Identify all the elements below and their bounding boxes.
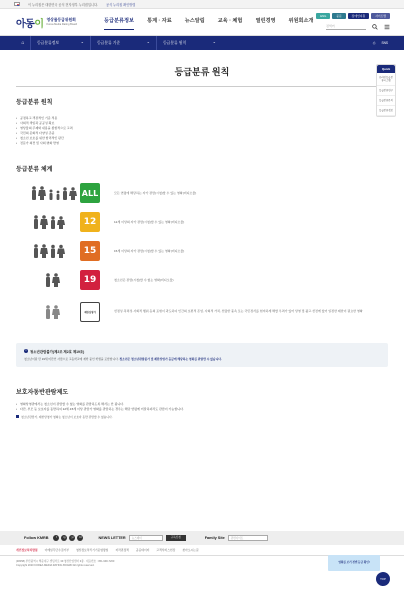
nav-open-management[interactable]: 열린경영 (255, 18, 276, 24)
list-item: • 사회적 책임과 공공성 확보 (16, 121, 388, 126)
util-menu (316, 13, 390, 19)
family-figures-icon (16, 186, 80, 200)
rating-badge-restricted: 제한상영가 (80, 302, 100, 322)
footer-link[interactable]: 고객서비스헌장 (156, 548, 176, 552)
family-site-select[interactable]: 관련사이트 (228, 535, 268, 541)
family-site (205, 535, 268, 541)
note-title: 청소년관람불가(제2조 제2호 제19조) (30, 349, 85, 354)
list-item: • 청소년 보호를 위한 합리적인 판단 (16, 136, 388, 141)
rating-list (16, 179, 388, 329)
page-title: 등급분류 원칙 (174, 67, 230, 77)
nav-education[interactable]: 교육 · 체험 (217, 18, 243, 24)
home-icon[interactable]: ⌂ (21, 40, 25, 46)
instagram-icon[interactable]: ig (63, 536, 66, 539)
breadcrumb-level1[interactable]: 등급분류정보 ⌄ (30, 36, 90, 50)
promo-banner[interactable]: 영화를 보기 전엔 등급 확인! (328, 555, 380, 571)
quick-menu (376, 64, 396, 117)
newsletter-input[interactable]: 뉴스레터 (129, 535, 163, 541)
family-label: Family Site (204, 536, 225, 540)
copyright: Copyright 2020 KOREA MEDIA RATING BOARD All rights reserved. (16, 563, 95, 567)
protection-note-link[interactable]: 청소년관람가, 제한상영가 영화는 청소년이 보호자 동반 관람할 수 없습니다. (21, 414, 113, 419)
share-button[interactable]: SNS (381, 41, 388, 45)
rating-row-15 (16, 237, 388, 266)
breadcrumb-level2[interactable]: 등급분류 기준 ⌄ (90, 36, 156, 50)
protection-list (16, 402, 388, 412)
adult-figures-icon (16, 305, 80, 319)
note-emphasis: 청소년은 청소년관람불가 및 제한상영가 등급에 해당하는 영화를 관람할 수 없습니다. (119, 356, 222, 361)
gov-verify-link[interactable]: 공식 누리집 확인방법 (105, 2, 136, 7)
list-item: • 전문가 의견 및 사회 변화 반영 (16, 141, 388, 146)
menu-icon[interactable] (384, 24, 390, 30)
rating-row-12 (16, 208, 388, 237)
main-content (0, 97, 404, 329)
link-bullet-icon (16, 415, 19, 418)
footer-link-privacy[interactable]: 개인정보처리방침 (16, 548, 38, 552)
gov-topbar (0, 0, 404, 9)
util-accessibility-button[interactable]: 장애인지원 (348, 13, 370, 19)
print-icon[interactable]: ⎙ (372, 41, 376, 45)
info-icon: i (25, 349, 27, 353)
nav-stats[interactable]: 통계 · 자료 (147, 18, 172, 24)
footer-sns-bar (0, 531, 404, 545)
facebook-icon[interactable]: f (53, 535, 59, 541)
rating-description: 15세 이상의 자가 관람(시청)할 수 있는 영화(비디오물) (114, 248, 185, 253)
info-note-box (16, 343, 388, 367)
list-item: • 다만, 부모 등 보호자를 동반하여 12세·15세 이상 관람가 영화를 관람하는 경우는 해당 연령에 미달하더라도 관람이 가능합니다. (16, 407, 388, 412)
footer-link[interactable]: 이메일무단수집거부 (44, 548, 69, 552)
site-logo[interactable] (16, 15, 102, 30)
logo-mark: 아동이 (16, 18, 44, 30)
nav-news[interactable]: 뉴스알림 (184, 18, 205, 24)
section-heading-principles: 등급분류 원칙 (16, 99, 53, 106)
newsletter-label: NEWS LETTER (98, 536, 126, 540)
note-text: 청소년이란 만 19세 미만인 사람으로 고등학교에 재학 중인 학생을 포함합니다. (24, 356, 119, 361)
footer-link[interactable]: 저작권정책 (115, 548, 129, 552)
list-item: • 공정하고 객관적인 기준 적용 (16, 116, 388, 121)
adult-teen-figures-icon (16, 215, 80, 229)
divider (16, 86, 388, 87)
rating-badge-19: 19 (80, 270, 100, 290)
nav-about[interactable]: 위원회소개 (288, 18, 314, 24)
quick-item[interactable]: 등급분류문의 (377, 96, 395, 106)
footer-link[interactable]: 찾아오시는길 (182, 548, 199, 552)
header-search (326, 24, 390, 30)
rating-badge-12: 12 (80, 212, 100, 232)
rating-row-19 (16, 266, 388, 295)
gov-notice: 이 누리집은 대한민국 공식 전자정부 누리집입니다. (28, 2, 98, 7)
youtube-icon[interactable]: yt (71, 536, 74, 539)
adult-teen-figures-icon (16, 244, 80, 258)
logo-name-ko: 영상물등급위원회 (46, 18, 76, 22)
footer-address: (48058) 부산광역시 해운대구 센텀서로 39 영상산업센터 3층 · 대표번호 : 051-990-7200 Copyright 2020 KOREA MEDIA RATING BOARD All rights reserved. (0, 556, 404, 568)
footer-link[interactable]: 영상정보처리기기운영방침 (75, 548, 109, 552)
breadcrumb-level3[interactable]: 등급분류 원칙 ⌄ (156, 36, 222, 50)
util-sitemap-button[interactable]: 사이트맵 (371, 13, 390, 19)
section-heading-protection: 보호자동반관람제도 (16, 389, 69, 396)
quick-item[interactable]: 온라인등급분류시스템 (377, 73, 395, 86)
main-nav (104, 17, 314, 27)
quick-title: Quick (377, 65, 395, 73)
rating-description: 선정성·폭력성·사회적 행위 등의 표현이 과도하여 인간의 보편적 존엄, 사회적 가치, 선량한 풍속 또는 국민정서를 현저하게 해할 우려가 있어 상영 및 광고·선전에 있어 일정한 제한이 필요한 영화 (114, 309, 363, 314)
rating-badge-all: ALL (80, 183, 100, 203)
rating-badge-15: 15 (80, 241, 100, 261)
util-chinese-button[interactable]: 중문 (332, 13, 345, 19)
sns-links (53, 535, 83, 541)
search-icon[interactable] (372, 24, 378, 30)
blog-icon[interactable]: bl (79, 536, 82, 539)
logo-name-en: Korea Media Rating Board (46, 23, 78, 26)
rating-description: 12세 이상의 자가 관람(시청)할 수 있는 영화(비디오물) (114, 219, 185, 224)
search-input[interactable]: 검색어 (326, 24, 366, 30)
follow-label: Follow KMRB (24, 536, 49, 540)
rating-description: 청소년은 관람(시청)할 수 없는 영화(비디오물) (114, 277, 174, 282)
newsletter (98, 535, 185, 541)
quick-item[interactable]: 등급분류정보 (377, 106, 395, 116)
rating-row-restricted (16, 295, 388, 329)
list-item: • 영상물의 주제와 내용을 종합적으로 고려 (16, 126, 388, 131)
list-item: • 국민의 문화적 다양성 존중 (16, 131, 388, 136)
scroll-top-button[interactable]: TOP (376, 572, 390, 586)
footer-link[interactable]: 공공데이터 (135, 548, 150, 552)
principles-list (16, 116, 388, 146)
rating-row-all (16, 179, 388, 208)
section-heading-system: 등급분류 체계 (16, 166, 53, 173)
site-header (0, 9, 404, 36)
list-item: • 영화상영관에서는 청소년이 관람할 수 없는 영화를 관람하도록 해서는 안 됩니다. (16, 402, 388, 407)
korean-flag-icon (14, 2, 20, 6)
util-eng-button[interactable]: ENG (316, 13, 330, 19)
adult-figures-icon (16, 273, 80, 287)
rating-description: 모든 연령에 해당하는 자가 관람(시청)할 수 있는 영화(비디오물) (114, 190, 197, 195)
newsletter-subscribe-button[interactable]: 구독신청 (166, 535, 186, 541)
sub-navigation (0, 36, 404, 50)
quick-item[interactable]: 등급분류연구 (377, 86, 395, 96)
nav-rating-info[interactable]: 등급분류정보 (104, 17, 134, 27)
